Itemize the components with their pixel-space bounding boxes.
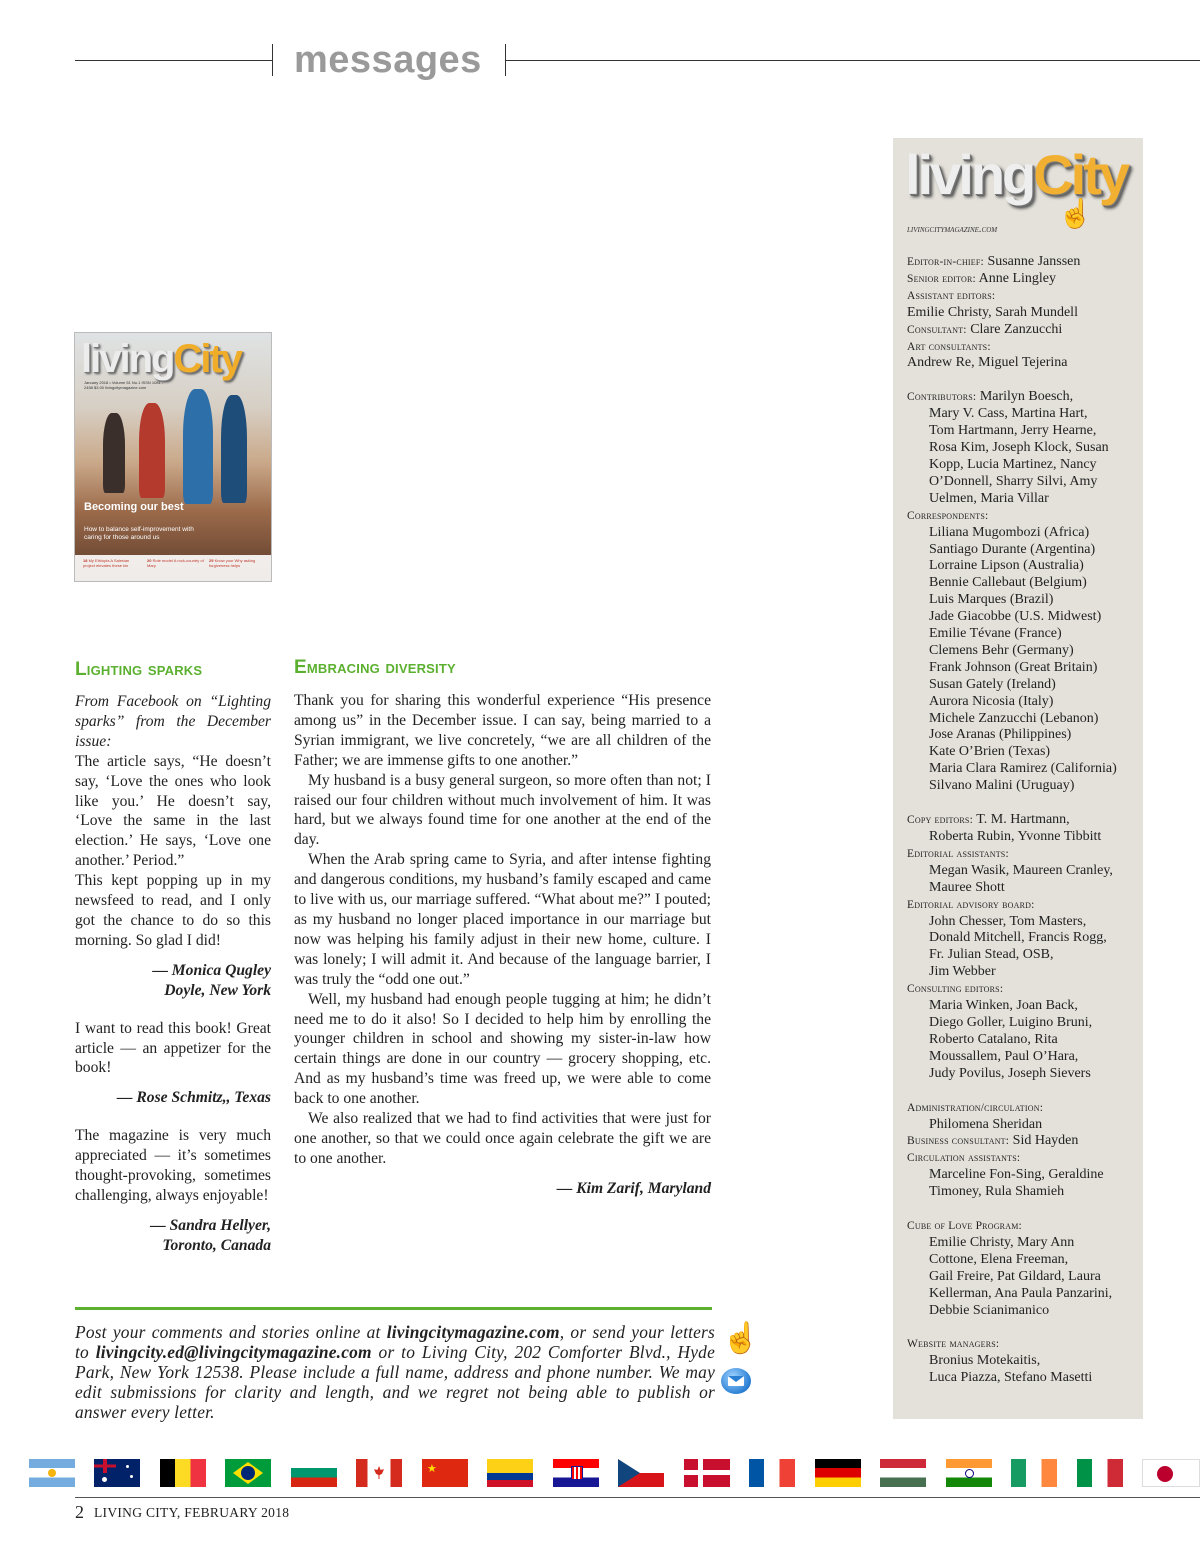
letter-signature: Toronto, Canada — [162, 1236, 271, 1254]
letter-paragraph: Well, my husband had enough people tugging at him; he didn’t need me to do it also! So I decided to help him by enrolling the younger children in school and showing my sister-in-law how certain things are done in our country — grocery shopping, etc. And as my husband’s time was freed up, we were able to come back to one another. — [294, 990, 711, 1108]
header-rule-left — [75, 60, 273, 61]
header-tick-left — [272, 44, 273, 76]
letter-paragraph: The magazine is very much appreciated — it’s sometimes thought-provoking, sometimes challenging, always enjoyable! — [75, 1127, 271, 1204]
email-link[interactable]: livingcity.ed@livingcitymagazine.com — [95, 1342, 372, 1362]
brazil-flag — [225, 1459, 271, 1487]
letter-paragraph: Thank you for sharing this wonderful experience “His presence among us” in the December issue. I can say, being married to a Syrian immigrant, we live concretely, “we are all children of the Father; we are immense gifts to one another.” — [294, 692, 711, 769]
cover-meta: January 2018 • Volume 51 No.1 ISSN 1081 - 2458 $3.00 livingcitymagazine.com — [84, 380, 164, 390]
letter-signature: — Monica Qugley — [152, 961, 271, 979]
masthead-logo: livingCity — [905, 143, 1128, 206]
green-divider — [75, 1307, 712, 1310]
cover-teaser: 18 My Ethiopia A Salesian project elevates these kin — [83, 558, 130, 568]
header-rule-right — [506, 60, 1200, 61]
magazine-cover-thumbnail — [75, 333, 271, 581]
letter-paragraph: We also realized that we had to find activities that were just for one another, so that we could once again celebrate the gift we are to one another. — [294, 1110, 711, 1167]
germany-flag — [815, 1459, 861, 1487]
canada-flag — [356, 1459, 402, 1487]
lighting-sparks-column — [75, 692, 271, 1256]
embracing-diversity-column — [294, 691, 711, 1199]
embracing-diversity-heading: Embracing diversity — [294, 657, 456, 678]
cover-logo: livingCity — [81, 337, 242, 381]
china-flag: ★ — [422, 1459, 468, 1487]
letter-paragraph: I want to read this book! Great article — an appetizer for the book! — [75, 1019, 271, 1077]
france-flag — [749, 1459, 795, 1487]
ireland-flag — [1011, 1459, 1057, 1487]
czech-flag — [618, 1459, 664, 1487]
australia-flag — [94, 1459, 140, 1487]
italy-flag — [1077, 1459, 1123, 1487]
argentina-flag — [29, 1459, 75, 1487]
section-title: messages — [294, 39, 482, 81]
issue-line: LIVING CITY, FEBRUARY 2018 — [94, 1505, 290, 1520]
letter-paragraph: When the Arab spring came to Syria, and after intense fighting and dangerous conditions, my husband’s family escaped and came to live with us, our marriage suffered. “What about me?” I pouted; as my husband no longer placed importance in our marriage but now was helping his family adjust in their new home, culture. I was lonely; I will admit it. And because of the language barrier, I was truly the “odd one out.” — [294, 851, 711, 988]
cover-subhead: How to balance self-improvement with caring for those around us — [84, 526, 194, 541]
letter-signature: Doyle, New York — [164, 981, 271, 999]
croatia-flag — [553, 1459, 599, 1487]
lighting-sparks-heading: Lighting sparks — [75, 659, 203, 680]
cover-teaser: 25 Know your Why asking forgiveness helps — [209, 558, 256, 568]
belgium-flag — [160, 1459, 206, 1487]
japan-flag — [1142, 1459, 1200, 1487]
website-link[interactable]: livingcitymagazine.com — [386, 1322, 560, 1342]
letter-signature: — Sandra Hellyer, — [150, 1216, 271, 1234]
pointer-hand-icon: ☝ — [722, 1322, 760, 1355]
masthead-credits: Editor-in-chief: Susanne Janssen Senior editor: Anne Lingley Assistant editors: Emilie Christy, Sarah Mundell Consultant: Clare Zanzucchi Art consultants: Andrew Re, Miguel Tejerina Contributors: Marilyn Boesch, Mary V. Cass, Martina Hart, Tom Hartmann, Jerry Hearne, Rosa Kim, Joseph Klock, Susan Kopp, Lucia Martinez, Nancy O’Donnell, Sharry Silvi, Amy Uelmen, Maria Villar Correspondents: Liliana Mugombozi (Africa) Santiago Durante (Argentina) Lorraine Lipson (Australia) Bennie Callebaut (Belgium) Luis Marques (Brazil) Jade Giacobbe (U.S. Midwest) Emilie Tévane (France) Clemens Behr (Germany) Frank Johnson (Great Britain) Susan Gately (Ireland) Aurora Nicosia (Italy) Michele Zanzucchi (Lebanon) Jose Aranas (Philippines) Kate O’Brien (Texas) Maria Clara Ramirez (California) Silvano Malini (Uruguay) Copy editors: T. M. Hartmann, Roberta Rubin, Yvonne Tibbitt Editorial assistants: Megan Wasik, Maureen Cranley, Mauree Shott Editorial advisory board: John Chesser, Tom Masters, Donald Mitchell, Francis Rogg, Fr. Julian Stead, OSB, Jim Webber Consulting editors: Maria Winken, Joan Back, Diego Goller, Luigino Bruni, Roberto Catalano, Rita Moussallem, Paul O’Hara, Judy Povilus, Joseph Sievers Administration/circulation: Philomena Sheridan Business consultant: Sid Hayden Circulation assistants: Marceline Fon-Sing, Geraldine Timoney, Rula Shamieh Cube of Love Program: Emilie Christy, Mary Ann Cottone, Elena Freeman, Gail Freire, Pat Gildard, Laura Kellerman, Ana Paula Panzarini, Debbie Scianimanico Website managers: Bronius Motekaitis, Luca Piazza, Stefano Masetti — [907, 254, 1117, 1386]
pointer-hand-icon: ☝ — [1058, 199, 1093, 230]
lighting-intro: From Facebook on “Lighting sparks” from the December issue: — [75, 693, 271, 750]
mail-icon[interactable] — [721, 1368, 751, 1394]
letter-signature: — Kim Zarif, Maryland — [556, 1179, 711, 1197]
hungary-flag — [880, 1459, 926, 1487]
letter-paragraph: My husband is a busy general surgeon, so more often than not; I raised our four children without much involvement of him. It was hard, but we always found time for one another at the end of the day. — [294, 771, 711, 849]
page-number: 2 — [75, 1502, 84, 1522]
india-flag — [946, 1459, 992, 1487]
cover-teaser: 20 Role model A rock-country of Mary — [147, 558, 204, 568]
bulgaria-flag — [291, 1459, 337, 1487]
masthead-url[interactable]: livingcitymagazine.com — [907, 224, 998, 235]
letter-paragraph: This kept popping up in my newsfeed to read, and I only got the chance to do so this morning. So glad I did! — [75, 872, 271, 949]
denmark-flag — [684, 1459, 730, 1487]
letter-signature: — Rose Schmitz,, Texas — [116, 1089, 271, 1107]
footer-rule — [75, 1497, 1200, 1498]
cover-headline: Becoming our best — [84, 501, 184, 513]
submission-note: Post your comments and stories online at livingcitymagazine.com, or send your letters to livingcity.ed@livingcitymagazine.com or to Living City, 202 Comforter Blvd., Hyde Park, New York 12538. Please include a full name, address and phone number. We may edit submissions for clarity and length, and we regret not being able to publish or answer every letter. — [75, 1322, 715, 1422]
letter-paragraph: The article says, “He doesn’t say, ‘Love the ones who look like you.’ He doesn’t say, ‘Love the same in the last election.’ He says, ‘Love one another.’ Period.” — [75, 752, 271, 870]
colombia-flag — [487, 1459, 533, 1487]
